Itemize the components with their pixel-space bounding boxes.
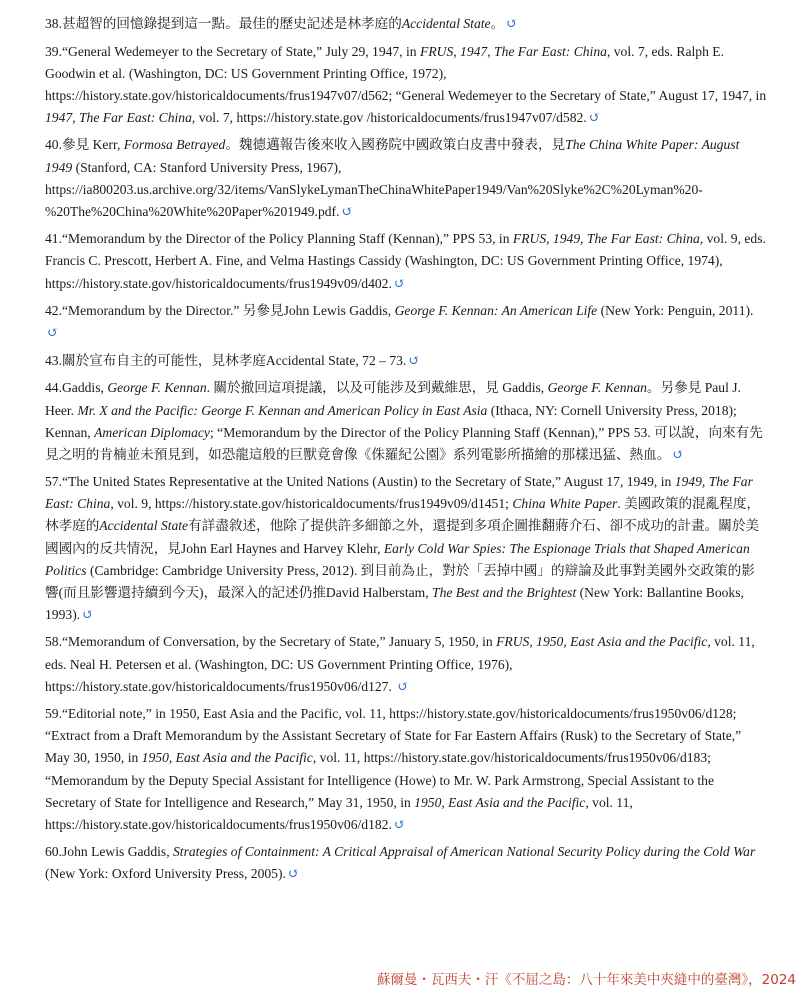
note-text: 57.“The United States Representative at the United Nations (Austin) to the Secretary of State,” August 17, 1949, in [45, 474, 675, 490]
endnote-59 [45, 703, 767, 836]
note-text: (New York: Ballantine Books, 1993). [45, 584, 744, 622]
note-text: (Stanford, CA: Stanford University Press, 1967), https://ia800203.us.archive.org/32/items/VanSlykeLymanTheChinaWhitePaper1949/Van%20Slyke%2C%20Lyman%20-%20The%20China%20White%20Paper%201949.pdf. [45, 159, 703, 219]
italic-title: 1950, East Asia and the Pacific [414, 794, 586, 810]
endnote-58 [45, 631, 767, 697]
return-to-text-icon[interactable]: ↺ [393, 816, 406, 832]
note-text: 58.“Memorandum of Conversation, by the Secretary of State,” January 5, 1950, in [45, 634, 497, 650]
italic-title: The China White Paper: August 1949 [45, 137, 740, 175]
note-text: , vol. 11, eds. Neal H. Petersen et al. (Washington, DC: US Government Printing Office, 1976), https://history.state.gov/historicaldocuments/frus1950v06/d127. [45, 634, 755, 694]
italic-title: George F. Kennan [107, 380, 207, 396]
note-text: . 美國政策的混亂程度，林孝庭的 [45, 496, 761, 534]
note-text: , vol. 11, https://history.state.gov/historicaldocuments/frus1950v06/d182. [45, 794, 633, 832]
return-to-text-icon[interactable]: ↺ [397, 678, 409, 694]
note-text: 40.參見 Kerr, [45, 137, 124, 153]
endnote-40 [45, 134, 767, 222]
note-text: 60.John Lewis Gaddis, [45, 844, 173, 860]
note-text: (New York: Oxford University Press, 2005). [45, 866, 286, 882]
return-to-text-icon[interactable]: ↺ [341, 203, 353, 219]
endnote-43 [45, 350, 767, 372]
note-text: , vol. 7, https://history.state.gov /historicaldocuments/frus1947v07/d582. [191, 109, 587, 125]
note-text: . 關於撤回這項提議，以及可能涉及到戴維思，見 Gaddis, [206, 380, 548, 396]
note-text: , vol. 11, https://history.state.gov/historicaldocuments/frus1950v06/d183; “Memorandum by the Deputy Special Assistant for Intelligence (Howe) to Mr. W. Park Armstrong, Special Assistant to the Secretary of State for Intelligence and Research,” May 31, 1950, in [45, 750, 715, 810]
return-to-text-icon[interactable]: ↺ [672, 446, 684, 462]
italic-title: Early Cold War Spies: The Espionage Trials that Shaped American Politics [45, 540, 750, 578]
page-footer-citation: 蘇爾曼・瓦西夫・汗《不屈之島：八十年來美中夾縫中的臺灣》，2024 [376, 972, 796, 988]
italic-title: 1947, The Far East: China [45, 109, 192, 125]
italic-title: 1949, The Far East: China [45, 474, 753, 512]
note-text: 42.“Memorandum by the Director.” 另參見John Lewis Gaddis, [45, 303, 395, 319]
italic-title: American Diplomacy [94, 424, 210, 440]
endnote-39 [45, 41, 767, 129]
italic-title: China White Paper [512, 496, 618, 512]
return-to-text-icon[interactable]: ↺ [47, 325, 59, 341]
note-text: 44.Gaddis, [45, 380, 108, 396]
italic-title: FRUS, 1950, East Asia and the Pacific [496, 634, 708, 650]
italic-title: Mr. X and the Pacific: George F. Kennan and American Policy in East Asia [77, 402, 488, 418]
italic-title: Strategies of Containment: A Critical Appraisal of American National Security Policy during the Cold War [173, 844, 756, 860]
italic-title: FRUS, 1949, The Far East: China [512, 231, 700, 247]
note-text: (New York: Penguin, 2011). [597, 303, 754, 319]
note-text: , vol. 9, https://history.state.gov/historicaldocuments/frus1949v09/d1451; [110, 496, 513, 512]
endnote-60 [45, 841, 767, 885]
endnote-44 [45, 377, 767, 465]
italic-title: 1950, East Asia and the Pacific [141, 750, 313, 766]
italic-title: George F. Kennan: An American Life [394, 303, 598, 319]
return-to-text-icon[interactable]: ↺ [588, 109, 601, 125]
note-text: ; “Memorandum by the Director of the Policy Planning Staff (Kennan),” PPS 53. 可以說，向來有先見之明的肯楠並未預見到，如恐龍這般的巨獸竟會像《侏羅紀公園》系列電影所描繪的那樣迅猛、熱血。 [45, 424, 763, 462]
note-text: 。另參見 Paul J. Heer. [45, 380, 741, 418]
endnote-38 [45, 13, 767, 35]
return-to-text-icon[interactable]: ↺ [408, 352, 420, 368]
italic-title: Formosa Betrayed [123, 137, 226, 153]
note-text: (Ithaca, NY: Cornell University Press, 2018); Kennan, [45, 402, 737, 440]
note-text: (Cambridge: Cambridge University Press, 2012). 到目前為止，對於「丟掉中國」的辯論及此事對美國外交政策的影響(而且影響還持續到今天)，最深入的記述仍推David Halberstam, [45, 562, 755, 600]
italic-title: Accidental State [401, 16, 491, 31]
endnotes-list [45, 13, 767, 891]
italic-title: The Best and the Brightest [432, 584, 577, 600]
endnote-41 [45, 228, 767, 294]
return-to-text-icon[interactable]: ↺ [506, 16, 518, 31]
endnote-42 [45, 300, 767, 344]
note-text: , vol. 7, eds. Ralph E. Goodwin et al. (Washington, DC: US Government Printing Office, 1972), https://history.state.gov/historicaldocuments/frus1947v07/d562; “General Wedemeyer to the Secretary of State,” August 17, 1947, in [45, 43, 767, 103]
note-text: 59.“Editorial note,” in 1950, East Asia and the Pacific, vol. 11, https://history.state.gov/historicaldocuments/frus1950v06/d128; “Extract from a Draft Memorandum by the Assistant Secretary of State for Far Eastern Affairs (Rusk) to the Secretary of State,” May 30, 1950, in [45, 706, 742, 766]
italic-title: George F. Kennan [547, 380, 647, 396]
italic-title: Accidental State [99, 518, 189, 534]
return-to-text-icon[interactable]: ↺ [393, 275, 406, 291]
note-text: 。魏德邁報告後來收入國務院中國政策白皮書中發表，見 [225, 137, 566, 153]
note-text: 38.甚超智的回憶錄提到這一點。最佳的歷史記述是林孝庭的 [45, 16, 402, 31]
italic-title: FRUS, 1947, The Far East: China [420, 43, 607, 59]
note-text: 43.關於宣布自主的可能性，見林孝庭Accidental State, 72 – 73. [45, 352, 407, 368]
return-to-text-icon[interactable]: ↺ [287, 866, 300, 882]
note-text: 有詳盡敘述，他除了提供許多細節之外，還提到多項企圖推翻蔣介石、卻不成功的計畫。關於美國國內的反共情況，見John Earl Haynes and Harvey Klehr, [45, 518, 760, 556]
note-text: 。 [490, 16, 505, 31]
note-text: 41.“Memorandum by the Director of the Policy Planning Staff (Kennan),” PPS 53, in [45, 231, 513, 247]
return-to-text-icon[interactable]: ↺ [82, 606, 94, 622]
note-text: , vol. 9, eds. Francis C. Prescott, Herbert A. Fine, and Velma Hastings Cassidy (Washington, DC: US Government Printing Office, 1974), https://history.state.gov/historicaldocuments/frus1949v09/d402. [45, 231, 766, 291]
endnote-57 [45, 471, 767, 626]
note-text: 39.“General Wedemeyer to the Secretary of State,” July 29, 1947, in [45, 43, 421, 59]
